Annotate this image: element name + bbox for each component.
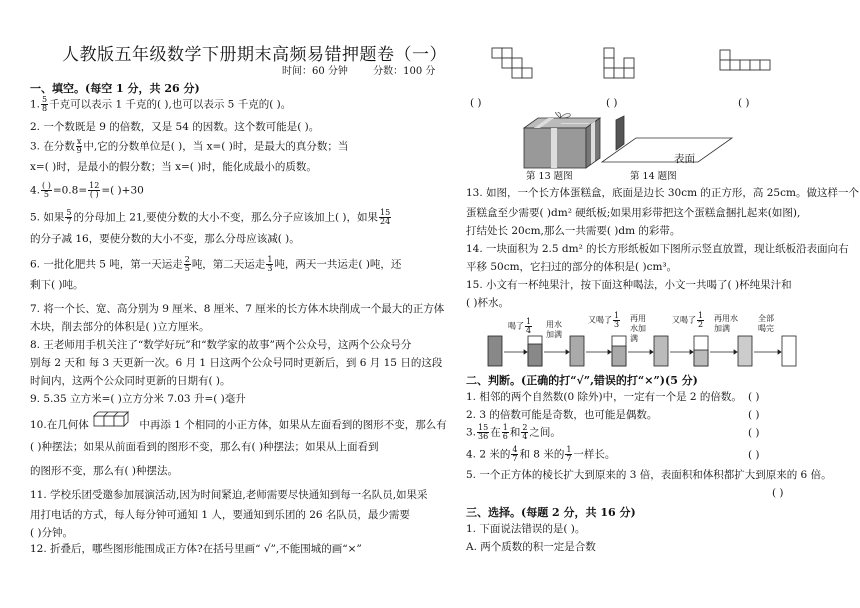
question-9: 9. 5.35 立方米=( )立方分米 7.03 升=( )毫升: [30, 393, 246, 405]
question-4: 4. $\frac{( )}{5}$ =0.8= $\frac{12}{( )}$ =( )+30: [30, 181, 144, 199]
cup-step-2: 用水加满: [546, 320, 562, 339]
judge-2-answer: ( ): [748, 409, 760, 421]
fig-14-caption: 第 14 题图: [630, 171, 677, 182]
net-answer-1: ( ): [470, 97, 482, 109]
question-10-cont2: 的图形不变，那么有( )种摆法。: [30, 465, 179, 477]
fraction: $\frac{( )}{5}$: [42, 181, 51, 199]
judge-3-answer: ( ): [748, 427, 760, 439]
fraction: $\frac{x}{9}$: [76, 137, 82, 155]
fraction: $\frac{5}{7}$: [66, 208, 72, 226]
cup-step-7: 全部喝完: [758, 314, 774, 333]
cup-step-4: 再用水加满: [630, 314, 646, 343]
cube-nets: [466, 30, 846, 100]
question-10-cont: ( )种摆法；如果从前面看到的图形不变，那么有( )种摆法；如果从上面看到: [30, 441, 379, 453]
cake-box-illustration: [518, 112, 608, 170]
section-fill-blank: 一、填空。(每空 1 分，共 26 分): [30, 82, 200, 95]
question-8-cont2: 时间内，这两个公众同时更新的日期有( )。: [30, 375, 231, 387]
choice-1-option-a: A. 两个质数的积一定是合数: [466, 541, 596, 553]
question-7-cont: 木块，削去部分的体积是( )立方厘米。: [30, 321, 210, 333]
judge-4-answer: ( ): [748, 449, 760, 461]
question-13-cont: 蛋糕盒至少需要( )dm² 硬纸板;如果用彩带把这个蛋糕盒捆扎起来(如图),: [466, 207, 801, 219]
question-14: 14. 一块面积为 2.5 dm² 的长方形纸板如下图所示竖直放置，现让纸板沿表面向右: [466, 243, 849, 255]
question-14-cont: 平移 50cm，它扫过的部分的体积是( )cm³。: [466, 261, 678, 273]
question-8: 8. 王老师用手机关注了“数学好玩”和“数学家的故事”两个公众号，这两个公众号分: [30, 339, 412, 351]
question-12: 12. 折叠后，哪些图形能围成正方体?在括号里画“ √”,不能围城的画“×”: [30, 543, 362, 555]
judge-5-answer: ( ): [772, 487, 784, 499]
time-limit: 时间：60 分钟: [282, 66, 348, 77]
question-13: 13. 如图，一个长方体蛋糕盒，底面是边长 30cm 的正方形，高 25cm。做这样一个: [466, 187, 859, 199]
fraction: $\frac{2}{5}$: [184, 255, 190, 273]
fraction: $\frac{15}{24}$: [380, 208, 391, 226]
judge-3: 3. $\frac{15}{36}$ 在 $\frac{1}{6}$ 和 $\frac{2}{4}$ 之间。: [466, 423, 561, 441]
exam-meta: [282, 62, 457, 77]
question-11-cont2: ( )分钟。: [30, 527, 74, 539]
question-10: 10.在几何体 中再添 1 个相同的小正方体，如果从左面看到的图形不变，那么有: [30, 414, 447, 432]
net-answer-3: ( ): [738, 97, 750, 109]
cup-step-5: 又喝了 $\frac{1}{2}$: [672, 311, 704, 329]
total-score: 分数：100 分: [373, 66, 436, 77]
cube-net-3: [720, 50, 770, 70]
judge-1: 1. 相邻的两个自然数(0 除外)中，一定有一个是 2 的倍数。: [466, 391, 742, 403]
fig-13-caption: 第 13 题图: [526, 171, 573, 182]
fraction: $\frac{1}{3}$: [267, 255, 273, 273]
section-choice: 三、选择。(每题 2 分，共 16 分): [466, 506, 636, 519]
question-7: 7. 将一个长、宽、高分别为 9 厘米、8 厘米、7 厘米的长方体木块削成一个最大的正方体: [30, 303, 445, 315]
question-5-cont: 的分子减 16，要使分数的大小不变，那么分母应该减( )。: [30, 233, 300, 245]
cup-step-1: 喝了 $\frac{1}{4}$: [508, 317, 532, 335]
question-1: 1. $\frac{5}{8}$ 千克可以表示 1 千克的( ),也可以表示 5 千克的( )。: [30, 95, 292, 113]
cube-solid-icon: [92, 414, 136, 428]
judge-4: 4. 2 米的 $\frac{4}{7}$ 和 8 米的 $\frac{1}{7}$ 一样长。: [466, 445, 616, 463]
question-3-cont: x=( )时，是最小的假分数；当 x=( )时，能化成最小的质数。: [30, 161, 317, 173]
cup-step-3: 又喝了 $\frac{1}{3}$: [588, 311, 620, 329]
question-6: 6. 一批化肥共 5 吨，第一天运走 $\frac{2}{5}$ 吨，第二天运走 $\frac{1}{3}$ 吨，两天一共运走( )吨，还: [30, 255, 402, 273]
question-3: 3. 在分数 $\frac{x}{9}$ 中,它的分数单位是( )，当 x=( )时，是最大的真分数；当: [30, 137, 349, 155]
question-15-cont: ( )杯水。: [466, 297, 510, 309]
net-answer-2: ( ): [606, 97, 618, 109]
fraction: $\frac{5}{8}$: [42, 95, 48, 113]
question-6-cont: 剩下( )吨。: [30, 279, 84, 291]
judge-5: 5. 一个正方体的棱长扩大到原来的 3 倍，表面积和体积都扩大到原来的 6 倍。: [466, 469, 832, 481]
surface-label: 表面: [674, 153, 695, 165]
choice-1: 1. 下面说法错误的是( )。: [466, 523, 586, 535]
cup-step-6: 再用水加满: [714, 314, 738, 333]
question-2: 2. 一个数既是 9 的倍数，又是 54 的因数。这个数可能是( )。: [30, 121, 320, 133]
question-15: 15. 小文有一杯纯果汁，按下面这种喝法，小文一共喝了( )杯纯果汁和: [466, 279, 792, 291]
question-13-cont2: 打结处长 20cm,那么一共需要( )dm 的彩带。: [466, 225, 681, 237]
cube-net-1: [492, 48, 532, 78]
section-judge: 二、判断。(正确的打“√”,错误的打“×”)(5 分): [466, 374, 698, 387]
page-title: 人教版五年级数学下册期末高频易错押题卷（一）: [62, 45, 447, 65]
cube-net-2: [604, 48, 634, 78]
question-11-cont: 用打电话的方式，每人每分钟可通知 1 人，要通知到乐团的 26 名队员，最少需要: [30, 509, 410, 521]
judge-2: 2. 3 的倍数可能是奇数，也可能是偶数。: [466, 409, 658, 421]
question-11: 11. 学校乐团受邀参加展演活动,因为时间紧迫,老师需要尽快通知到每一名队员,如果采: [30, 489, 428, 501]
question-5: 5. 如果 $\frac{5}{7}$ 的分母加上 21,要使分数的大小不变，那么分子应该加上( )，如果 $\frac{15}{24}$: [30, 208, 391, 226]
judge-1-answer: ( ): [748, 391, 760, 403]
question-8-cont: 别每 2 天和 每 3 天更新一次。6 月 1 日这两个公众号同时更新后，到 6 月 15 日的这段: [30, 357, 443, 369]
fraction: $\frac{12}{( )}$: [89, 181, 100, 199]
board-illustration: [596, 112, 736, 172]
